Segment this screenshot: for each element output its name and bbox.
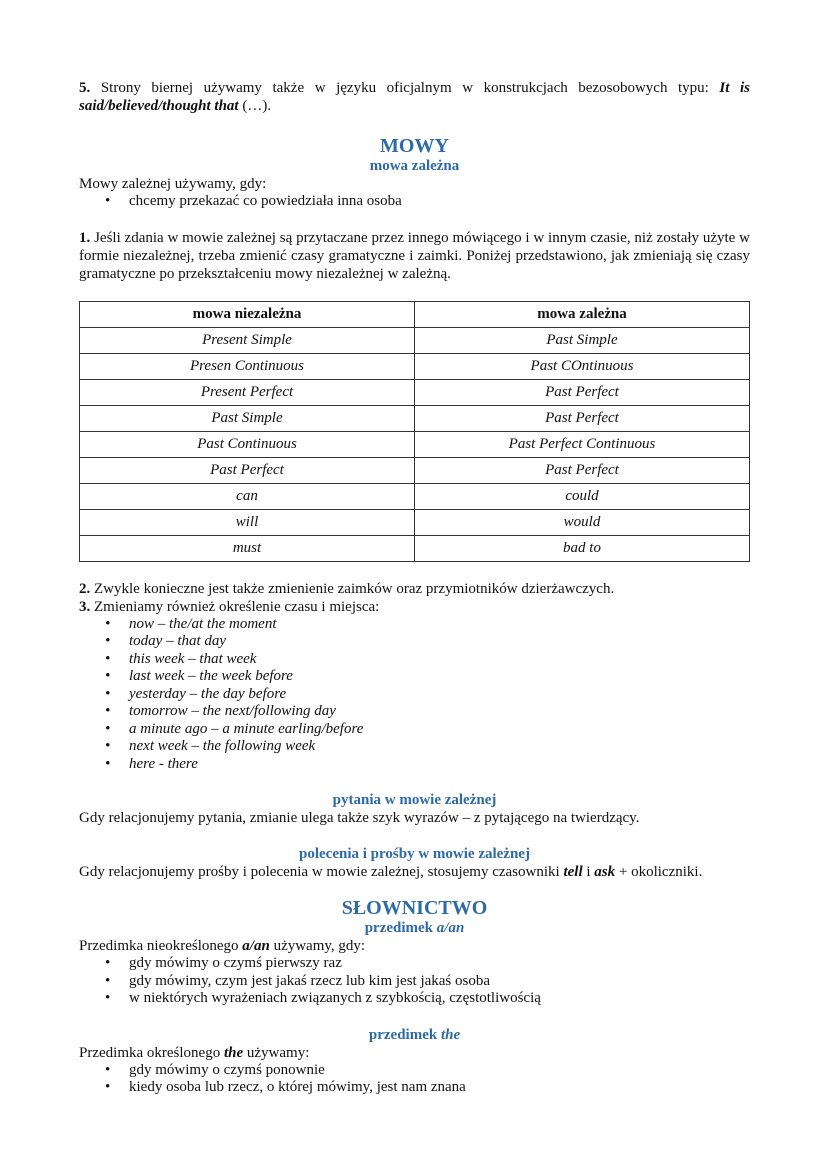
time-place-list [79,616,750,774]
point-2-paragraph [79,580,750,598]
cell-direct: can [80,483,415,509]
table-row [80,535,750,561]
cell-reported: Past Simple [415,327,750,353]
point-5-example: It is said/believed/thought that [79,80,750,114]
header-direct-speech: mowa niezależna [80,301,415,327]
header-reported-speech: mowa zależna [415,301,750,327]
document-page [79,79,750,1097]
mowy-bullet-list [79,193,750,211]
point-5-paragraph [79,79,750,115]
subtitle-przedimek-the [79,1026,750,1044]
list-item: • today – that day [79,633,750,651]
cell-reported: Past Perfect Continuous [415,431,750,457]
table-header-row [80,301,750,327]
table-row [80,431,750,457]
article-the-lead-2: używamy: [243,1044,310,1061]
list-item: • next week – the following week [79,738,750,756]
article-a-lead-1: Przedimka nieokreślonego [79,938,243,954]
cell-direct: Present Perfect [80,379,415,405]
cell-reported: Past Perfect [415,405,750,431]
article-a-lead [79,937,750,955]
list-item: • this week – that week [79,651,750,669]
list-item: • tomorrow – the next/following day [79,703,750,721]
tense-shift-table [79,301,750,562]
requests-heading: polecenia i prośby w mowie zależnej [299,846,530,862]
requests-and: i [582,864,595,880]
article-a-list [79,955,750,1008]
point-2-number: 2. [79,580,91,597]
list-item: • w niektórych wyrażeniach związanych z szybkością, częstotliwością [79,990,750,1008]
article-a-word: a/an [242,938,270,954]
point-2-text: Zwykle konieczne jest także zmienienie zaimków oraz przymiotników dzierżawczych. [90,580,615,597]
subtitle-the-word: the [440,1026,461,1043]
article-the-word: the [223,1044,244,1061]
list-item: • yesterday – the day before [79,686,750,704]
list-item: • here - there [79,756,750,774]
table-row [80,327,750,353]
table-row [80,379,750,405]
cell-reported: Past COntinuous [415,353,750,379]
subtitle-the-prefix: przedimek [368,1026,441,1043]
point-5-tail: (…). [238,98,272,114]
table-row [80,509,750,535]
cell-direct: Present Simple [80,327,415,353]
cell-reported: bad to [415,535,750,561]
article-the-list [79,1062,750,1097]
subtitle-mowa-zalezna: mowa zależna [369,158,460,174]
cell-reported: would [415,509,750,535]
cell-direct: must [80,535,415,561]
requests-paragraph [79,863,750,881]
requests-text-a: Gdy relacjonujemy prośby i polecenia w mowie zależnej, stosujemy czasowniki [79,864,564,880]
list-item: • kiedy osoba lub rzecz, o której mówimy, jest nam znana [79,1079,750,1097]
point-1-number: 1. [79,229,91,246]
table-row [80,483,750,509]
point-3-text: Zmieniamy również określenie czasu i miejsca: [90,598,380,615]
point-3-paragraph [79,598,750,616]
table-row [80,353,750,379]
questions-text: Gdy relacjonujemy pytania, zmianie ulega także szyk wyrazów – z pytającego na twierdzący. [79,810,640,826]
article-the-lead [79,1044,750,1062]
cell-direct: Past Perfect [80,457,415,483]
subtitle-a-word: a/an [436,920,465,936]
table-row [80,405,750,431]
cell-direct: Past Simple [80,405,415,431]
subtitle-a-prefix: przedimek [364,920,437,936]
questions-heading: pytania w mowie zależnej [332,792,497,808]
article-a-lead-2: używamy, gdy: [269,938,366,954]
point-3-number: 3. [79,598,91,615]
list-item: • gdy mówimy, czym jest jakaś rzecz lub kim jest jakaś osoba [79,973,750,991]
list-item: • gdy mówimy o czymś pierwszy raz [79,955,750,973]
mowy-lead: Mowy zależnej używamy, gdy: [79,176,267,192]
cell-reported: could [415,483,750,509]
cell-direct: will [80,509,415,535]
table-row [80,457,750,483]
verb-tell: tell [563,864,583,880]
point-5-number: 5. [79,80,91,96]
point-1-paragraph [79,229,750,283]
subtitle-przedimek-a-an [79,919,750,937]
section-title-slownictwo: SŁOWNICTWO [341,897,488,919]
section-title-mowy: MOWY [380,135,449,157]
list-item: • last week – the week before [79,668,750,686]
cell-reported: Past Perfect [415,379,750,405]
article-the-lead-1: Przedimka określonego [79,1044,224,1061]
cell-reported: Past Perfect [415,457,750,483]
list-item: • chcemy przekazać co powiedziała inna osoba [79,193,750,211]
verb-ask: ask [594,864,616,880]
point-5-text: Strony biernej używamy także w języku oficjalnym w konstrukcjach bezosobowych typu: [90,80,720,96]
requests-text-b: + okoliczniki. [615,864,703,880]
list-item: • a minute ago – a minute earling/before [79,721,750,739]
cell-direct: Presen Continuous [80,353,415,379]
list-item: • gdy mówimy o czymś ponownie [79,1062,750,1080]
list-item: • now – the/at the moment [79,616,750,634]
point-1-text: Jeśli zdania w mowie zależnej są przytaczane przez innego mówiącego i w innym czasie, niż zostały użyte w formie niezależnej, trzeba zmienić czasy gramatyczne i zaimki. Poniżej przedstawiono, jak zmieniają się czasy gramatyczne po przekształceniu mowy niezależnej w zależną. [79,229,750,282]
cell-direct: Past Continuous [80,431,415,457]
